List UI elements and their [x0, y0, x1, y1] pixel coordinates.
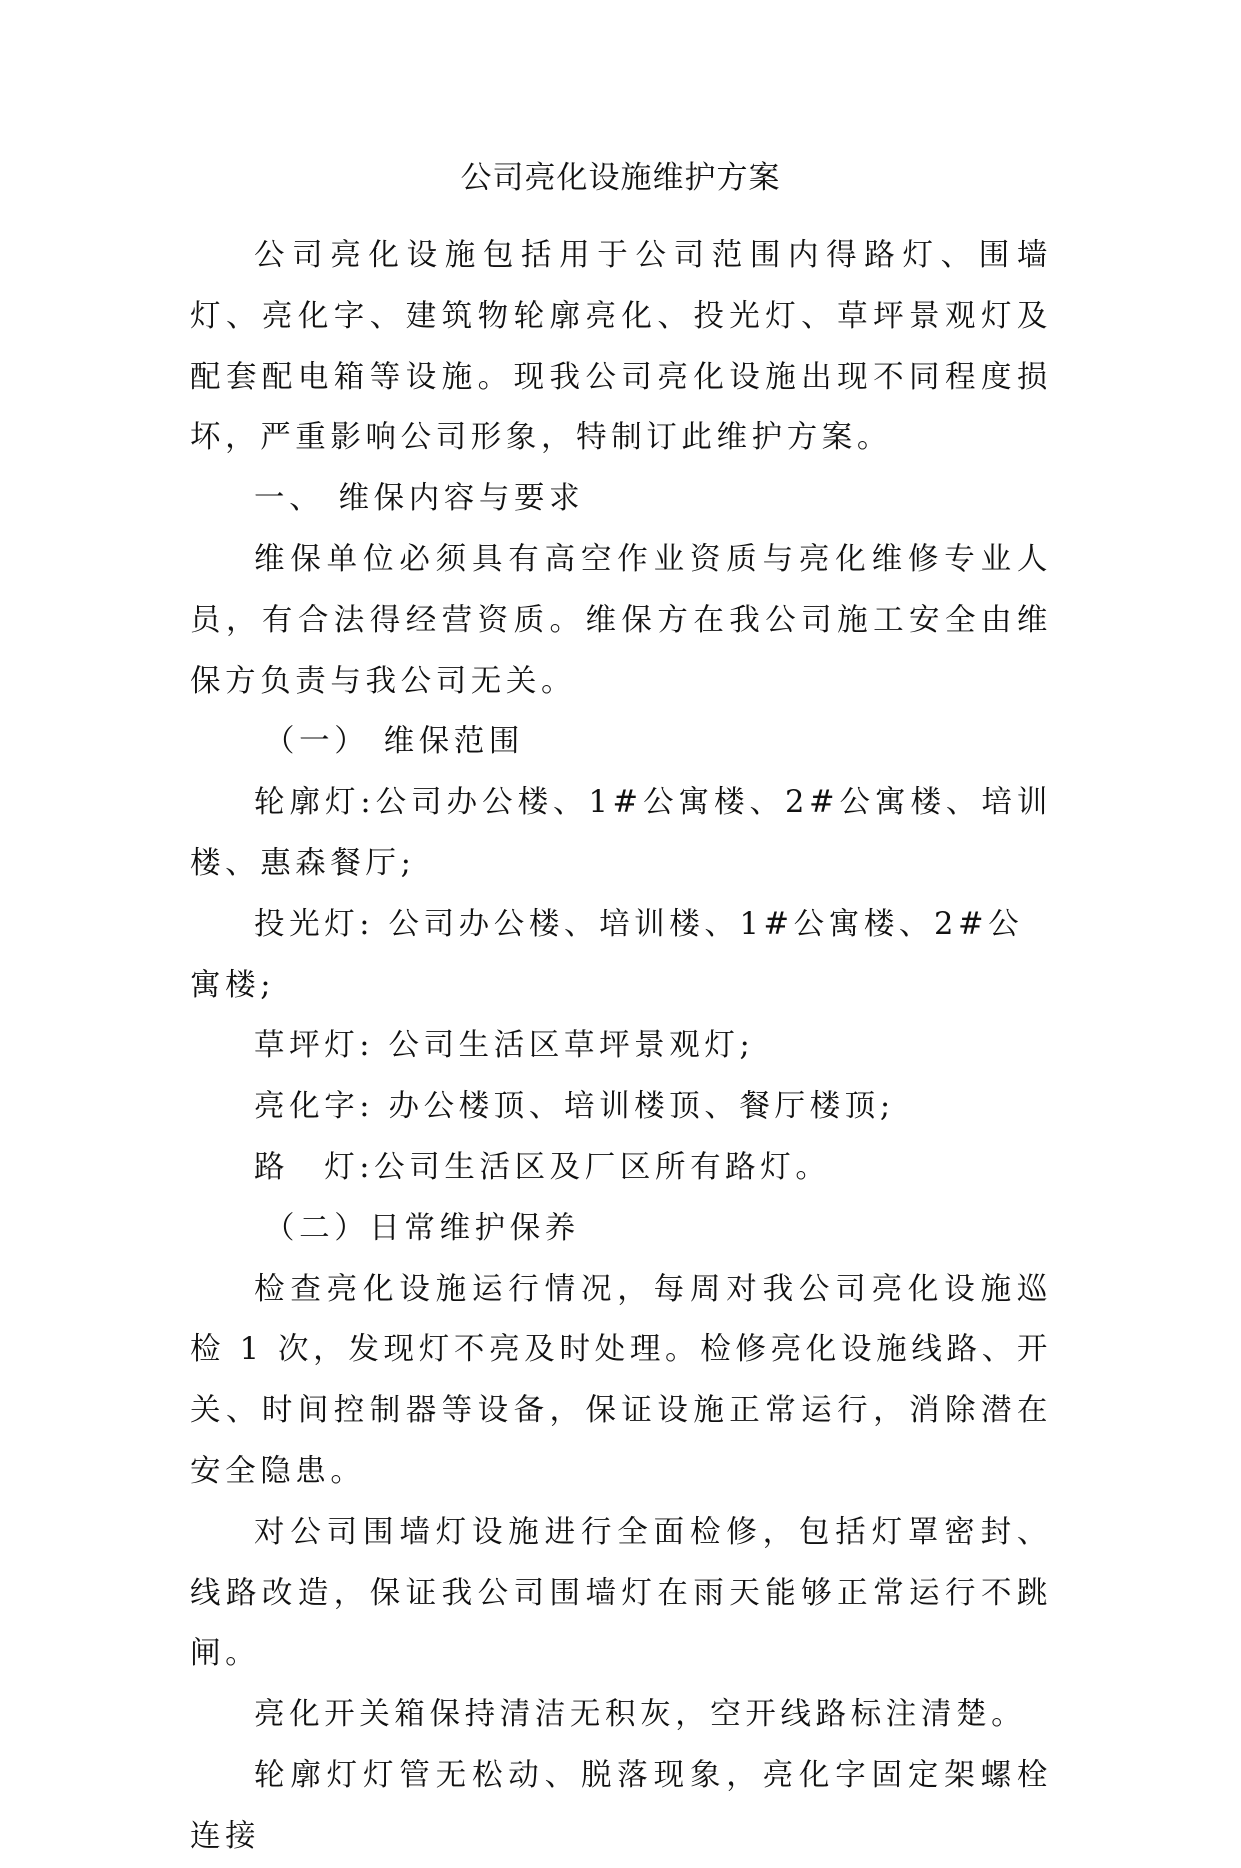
- section-heading-maintenance-requirements: 一、 维保内容与要求: [254, 481, 585, 517]
- intro-paragraph: 公司亮化设施包括用于公司范围内得路灯、围墙灯、亮化字、建筑物轮廓亮化、投光灯、草坪景观灯及配套配电箱等设施。现我公司亮化设施出现不同程度损坏，严重影响公司形象，特制订此维护方案。: [190, 238, 1052, 456]
- scope-item-flood-lights: 投光灯: 公司办公楼、培训楼、1#公寓楼、2#公寓楼;: [190, 906, 1024, 1003]
- document-body: [190, 226, 1052, 1868]
- maintenance-paragraph-switch-box: 亮化开关箱保持清洁无积灰，空开线路标注清楚。: [254, 1697, 1027, 1733]
- qualification-paragraph: 维保单位必须具有高空作业资质与亮化维修专业人员，有合法得经营资质。维保方在我公司施工安全由维保方负责与我公司无关。: [190, 541, 1052, 699]
- subsection-heading-daily-maintenance: （二）日常维护保养: [264, 1210, 580, 1246]
- maintenance-paragraph-inspection: 检查亮化设施运行情况，每周对我公司亮化设施巡检 1 次，发现灯不亮及时处理。检修亮化设施线路、开关、时间控制器等设备，保证设施正常运行，消除潜在安全隐患。: [190, 1271, 1052, 1489]
- document-title: 公司亮化设施维护方案: [460, 160, 781, 196]
- scope-item-street-lights: 路 灯:公司生活区及厂区所有路灯。: [254, 1149, 831, 1185]
- scope-item-illuminated-signs: 亮化字: 办公楼顶、培训楼顶、餐厅楼顶;: [254, 1089, 895, 1125]
- scope-item-outline-lights: 轮廓灯:公司办公楼、1#公寓楼、2#公寓楼、培训楼、惠森餐厅;: [190, 785, 1052, 881]
- scope-item-lawn-lights: 草坪灯: 公司生活区草坪景观灯;: [254, 1028, 755, 1064]
- maintenance-paragraph-wall-lights: 对公司围墙灯设施进行全面检修，包括灯罩密封、线路改造，保证我公司围墙灯在雨天能够正常运行不跳闸。: [190, 1514, 1052, 1672]
- maintenance-paragraph-outline-tubes: 轮廓灯灯管无松动、脱落现象，亮化字固定架螺栓连接: [190, 1757, 1052, 1854]
- subsection-heading-scope: （一） 维保范围: [264, 724, 524, 760]
